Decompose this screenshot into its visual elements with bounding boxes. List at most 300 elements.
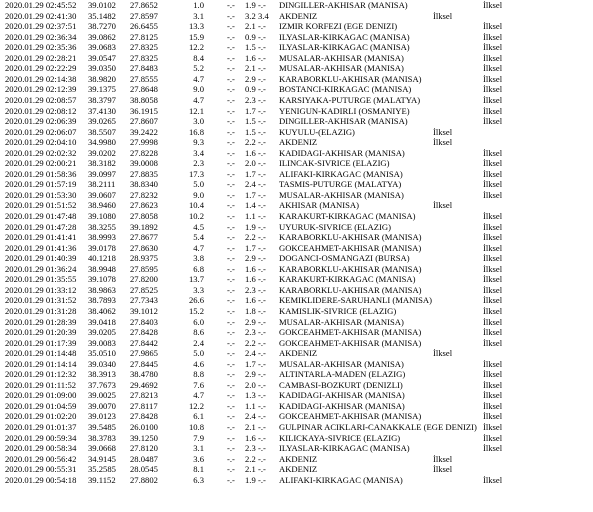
solution-quality: İlksel bbox=[483, 443, 503, 454]
longitude-value: 27.8802 bbox=[130, 474, 158, 485]
location-name: GOKCEAHMET-AKHISAR (MANISA) bbox=[279, 337, 422, 348]
solution-quality: İlksel bbox=[483, 31, 503, 42]
solution-quality: İlksel bbox=[483, 284, 503, 295]
event-datetime bbox=[5, 233, 76, 242]
latitude-value: 39.0123 bbox=[88, 411, 116, 422]
solution-quality: İlksel bbox=[483, 432, 503, 443]
longitude-value: 39.1892 bbox=[130, 221, 158, 232]
location-name: CAMBASI-BOZKURT (DENIZLI) bbox=[279, 379, 403, 390]
event-time: 02:28:21 bbox=[45, 52, 77, 63]
depth-value: 2.4 bbox=[193, 337, 204, 348]
mw-magnitude: 3.4 bbox=[258, 10, 269, 21]
mw-magnitude: -.- bbox=[258, 63, 266, 74]
mw-magnitude: -.- bbox=[258, 126, 266, 137]
event-time: 01:58:36 bbox=[45, 168, 77, 179]
event-time: 00:54:18 bbox=[45, 474, 77, 485]
depth-value: 12.2 bbox=[188, 400, 204, 411]
location-name: GOKCEAHMET-AKHISAR (MANISA) bbox=[279, 242, 422, 253]
solution-quality: İlksel bbox=[483, 52, 503, 63]
event-time: 00:55:31 bbox=[45, 464, 77, 475]
md-magnitude: -.- bbox=[227, 52, 235, 63]
event-datetime bbox=[5, 370, 76, 379]
ml-magnitude: 1.5 bbox=[245, 116, 256, 127]
mw-magnitude: -.- bbox=[258, 52, 266, 63]
longitude-value: 27.8445 bbox=[130, 358, 158, 369]
depth-value: 5.2 bbox=[193, 63, 204, 74]
depth-value: 15.9 bbox=[188, 31, 204, 42]
event-datetime bbox=[5, 296, 76, 305]
mw-magnitude: -.- bbox=[258, 94, 266, 105]
event-datetime bbox=[5, 328, 76, 337]
mw-magnitude: -.- bbox=[258, 369, 266, 380]
longitude-value: 27.8228 bbox=[130, 147, 158, 158]
location-name: DOGANCI-OSMANGAZI (BURSA) bbox=[279, 253, 410, 264]
latitude-value: 39.0083 bbox=[88, 337, 116, 348]
event-time: 01:53:30 bbox=[45, 189, 77, 200]
longitude-value: 27.8597 bbox=[130, 10, 158, 21]
latitude-value: 39.0025 bbox=[88, 390, 116, 401]
mw-magnitude: -.- bbox=[258, 253, 266, 264]
solution-quality: İlksel bbox=[483, 379, 503, 390]
md-magnitude: -.- bbox=[227, 158, 235, 169]
ml-magnitude: 1.6 bbox=[245, 147, 256, 158]
longitude-value: 39.1012 bbox=[130, 305, 158, 316]
depth-value: 4.6 bbox=[193, 358, 204, 369]
ml-magnitude: 2.1 bbox=[245, 63, 256, 74]
md-magnitude: -.- bbox=[227, 284, 235, 295]
location-name: YENIGUN-KADIRLI (OSMANIYE) bbox=[279, 105, 410, 116]
event-date: 2020.01.29 bbox=[5, 390, 44, 401]
depth-value: 12.2 bbox=[188, 42, 204, 53]
depth-value: 5.4 bbox=[193, 232, 204, 243]
solution-quality: İlksel bbox=[483, 411, 503, 422]
location-name: KADIDAGI-AKHISAR (MANISA) bbox=[279, 147, 405, 158]
event-time: 02:36:34 bbox=[45, 31, 77, 42]
event-time: 01:02:20 bbox=[45, 411, 77, 422]
depth-value: 10.2 bbox=[188, 211, 204, 221]
event-date: 2020.01.29 bbox=[5, 73, 44, 84]
latitude-value: 38.3255 bbox=[88, 221, 116, 232]
ml-magnitude: 2.0 bbox=[245, 158, 256, 169]
depth-value: 5.0 bbox=[193, 179, 204, 190]
event-datetime bbox=[5, 64, 76, 73]
event-datetime bbox=[5, 444, 76, 453]
depth-value: 8.6 bbox=[193, 327, 204, 338]
location-name: GULPINAR ACIKLARI-CANAKKALE (EGE DENIZI) bbox=[279, 422, 477, 432]
event-date: 2020.01.29 bbox=[5, 232, 44, 243]
ml-magnitude: 1.4 bbox=[245, 200, 256, 211]
md-magnitude: -.- bbox=[227, 137, 235, 148]
longitude-value: 26.6455 bbox=[130, 21, 158, 32]
latitude-value: 39.0202 bbox=[88, 147, 116, 158]
location-name: KILICKAYA-SIVRICE (ELAZIG) bbox=[279, 432, 401, 443]
longitude-value: 28.0545 bbox=[130, 464, 158, 475]
ml-magnitude: 1.6 bbox=[245, 263, 256, 274]
event-date: 2020.01.29 bbox=[5, 274, 44, 285]
solution-quality: İlksel bbox=[483, 211, 503, 221]
md-magnitude: -.- bbox=[227, 94, 235, 105]
solution-quality: İlksel bbox=[483, 305, 503, 316]
location-name: IZMIR KORFEZI (EGE DENIZI) bbox=[279, 21, 398, 32]
solution-quality: İlksel bbox=[433, 126, 453, 137]
mw-magnitude: -.- bbox=[258, 73, 266, 84]
event-time: 01:51:52 bbox=[45, 200, 77, 211]
solution-quality: İlksel bbox=[433, 10, 453, 21]
latitude-value: 35.1482 bbox=[88, 10, 116, 21]
location-name: TASMIS-PUTURGE (MALATYA) bbox=[279, 179, 402, 190]
latitude-value: 40.1218 bbox=[88, 253, 116, 264]
location-name: DINGILLER-AKHISAR (MANISA) bbox=[279, 0, 408, 10]
depth-value: 3.3 bbox=[193, 284, 204, 295]
ml-magnitude: 2.3 bbox=[245, 284, 256, 295]
depth-value: 9.0 bbox=[193, 84, 204, 95]
mw-magnitude: -.- bbox=[258, 284, 266, 295]
longitude-value: 27.8630 bbox=[130, 242, 158, 253]
location-name: AKDENIZ bbox=[279, 348, 318, 359]
location-name: KARSIYAKA-PUTURGE (MALATYA) bbox=[279, 94, 421, 105]
event-time: 01:11:52 bbox=[45, 379, 77, 390]
location-name: ALIFAKI-KIRKAGAC (MANISA) bbox=[279, 474, 403, 485]
event-date: 2020.01.29 bbox=[5, 358, 44, 369]
solution-quality: İlksel bbox=[483, 422, 503, 432]
md-magnitude: -.- bbox=[227, 10, 235, 21]
location-name: MUSALAR-AKHISAR (MANISA) bbox=[279, 358, 404, 369]
latitude-value: 38.5507 bbox=[88, 126, 116, 137]
longitude-value: 39.2422 bbox=[130, 126, 158, 137]
latitude-value: 39.1080 bbox=[88, 211, 116, 221]
mw-magnitude: -.- bbox=[258, 337, 266, 348]
location-name: MUSALAR-AKHISAR (MANISA) bbox=[279, 63, 404, 74]
depth-value: 26.6 bbox=[188, 295, 204, 306]
event-time: 01:47:28 bbox=[45, 221, 77, 232]
mw-magnitude: -.- bbox=[258, 348, 266, 359]
solution-quality: İlksel bbox=[483, 369, 503, 380]
longitude-value: 39.1250 bbox=[130, 432, 158, 443]
latitude-value: 39.0607 bbox=[88, 189, 116, 200]
ml-magnitude: 2.2 bbox=[245, 137, 256, 148]
ml-magnitude: 2.9 bbox=[245, 316, 256, 327]
ml-magnitude: 2.3 bbox=[245, 443, 256, 454]
event-datetime bbox=[5, 33, 76, 42]
ml-magnitude: 1.6 bbox=[245, 432, 256, 443]
event-date: 2020.01.29 bbox=[5, 432, 44, 443]
latitude-value: 38.2111 bbox=[88, 179, 116, 190]
event-datetime bbox=[5, 117, 76, 126]
event-datetime bbox=[5, 402, 76, 411]
location-name: ILYASLAR-KIRKAGAC (MANISA) bbox=[279, 443, 410, 454]
event-time: 01:28:39 bbox=[45, 316, 77, 327]
depth-value: 13.7 bbox=[188, 274, 204, 285]
event-date: 2020.01.29 bbox=[5, 422, 44, 432]
event-datetime bbox=[5, 455, 76, 464]
depth-value: 6.0 bbox=[193, 316, 204, 327]
latitude-value: 39.0070 bbox=[88, 400, 116, 411]
event-date: 2020.01.29 bbox=[5, 31, 44, 42]
ml-magnitude: 2.0 bbox=[245, 379, 256, 390]
solution-quality: İlksel bbox=[483, 337, 503, 348]
longitude-value: 27.8607 bbox=[130, 116, 158, 127]
mw-magnitude: -.- bbox=[258, 390, 266, 401]
event-date: 2020.01.29 bbox=[5, 147, 44, 158]
event-date: 2020.01.29 bbox=[5, 10, 44, 21]
event-date: 2020.01.29 bbox=[5, 305, 44, 316]
solution-quality: İlksel bbox=[483, 0, 503, 10]
location-name: KEMIKLIDERE-SARUHANLI (MANISA) bbox=[279, 295, 433, 306]
event-datetime bbox=[5, 96, 76, 105]
event-datetime bbox=[5, 1, 76, 10]
event-datetime bbox=[5, 138, 76, 147]
event-datetime bbox=[5, 360, 76, 369]
longitude-value: 27.8555 bbox=[130, 73, 158, 84]
latitude-value: 34.9980 bbox=[88, 137, 116, 148]
mw-magnitude: -.- bbox=[258, 211, 266, 221]
latitude-value: 38.7893 bbox=[88, 295, 116, 306]
event-date: 2020.01.29 bbox=[5, 126, 44, 137]
event-time: 01:33:12 bbox=[45, 284, 77, 295]
md-magnitude: -.- bbox=[227, 432, 235, 443]
mw-magnitude: -.- bbox=[258, 316, 266, 327]
event-date: 2020.01.29 bbox=[5, 400, 44, 411]
event-datetime bbox=[5, 318, 76, 327]
depth-value: 9.3 bbox=[193, 137, 204, 148]
event-date: 2020.01.29 bbox=[5, 158, 44, 169]
event-date: 2020.01.29 bbox=[5, 116, 44, 127]
ml-magnitude: 1.9 bbox=[245, 474, 256, 485]
event-date: 2020.01.29 bbox=[5, 0, 44, 10]
event-time: 01:40:39 bbox=[45, 253, 77, 264]
event-date: 2020.01.29 bbox=[5, 284, 44, 295]
latitude-value: 38.3797 bbox=[88, 94, 116, 105]
depth-value: 3.0 bbox=[193, 116, 204, 127]
longitude-value: 27.8058 bbox=[130, 211, 158, 221]
longitude-value: 26.0100 bbox=[130, 422, 158, 432]
depth-value: 3.8 bbox=[193, 253, 204, 264]
event-time: 02:08:12 bbox=[45, 105, 77, 116]
event-datetime bbox=[5, 85, 76, 94]
mw-magnitude: -.- bbox=[258, 400, 266, 411]
depth-value: 2.3 bbox=[193, 158, 204, 169]
solution-quality: İlksel bbox=[483, 232, 503, 243]
solution-quality: İlksel bbox=[483, 147, 503, 158]
latitude-value: 38.3182 bbox=[88, 158, 116, 169]
md-magnitude: -.- bbox=[227, 253, 235, 264]
event-datetime bbox=[5, 465, 76, 474]
mw-magnitude: -.- bbox=[258, 105, 266, 116]
ml-magnitude: 2.4 bbox=[245, 411, 256, 422]
ml-magnitude: 2.2 bbox=[245, 232, 256, 243]
solution-quality: İlksel bbox=[433, 348, 453, 359]
depth-value: 8.1 bbox=[193, 464, 204, 475]
event-datetime bbox=[5, 75, 76, 84]
mw-magnitude: -.- bbox=[258, 158, 266, 169]
event-datetime bbox=[5, 254, 76, 263]
latitude-value: 39.0350 bbox=[88, 63, 116, 74]
longitude-value: 27.8213 bbox=[130, 390, 158, 401]
event-datetime bbox=[5, 149, 76, 158]
event-time: 01:31:52 bbox=[45, 295, 77, 306]
event-datetime bbox=[5, 275, 76, 284]
solution-quality: İlksel bbox=[483, 327, 503, 338]
mw-magnitude: -.- bbox=[258, 116, 266, 127]
ml-magnitude: 1.5 bbox=[245, 42, 256, 53]
latitude-value: 38.9993 bbox=[88, 232, 116, 243]
location-name: ILYASLAR-KIRKAGAC (MANISA) bbox=[279, 42, 410, 53]
latitude-value: 38.9820 bbox=[88, 73, 116, 84]
event-datetime bbox=[5, 244, 76, 253]
depth-value: 3.1 bbox=[193, 10, 204, 21]
event-time: 01:47:48 bbox=[45, 211, 77, 221]
event-date: 2020.01.29 bbox=[5, 474, 44, 485]
mw-magnitude: -.- bbox=[258, 232, 266, 243]
depth-value: 12.1 bbox=[188, 105, 204, 116]
latitude-value: 35.0510 bbox=[88, 348, 116, 359]
location-name: KARAKURT-KIRKAGAC (MANISA) bbox=[279, 274, 416, 285]
mw-magnitude: -.- bbox=[258, 274, 266, 285]
longitude-value: 29.4692 bbox=[130, 379, 158, 390]
longitude-value: 27.8525 bbox=[130, 284, 158, 295]
location-name: AKDENIZ bbox=[279, 464, 318, 475]
event-datetime bbox=[5, 391, 76, 400]
event-date: 2020.01.29 bbox=[5, 263, 44, 274]
event-time: 01:35:55 bbox=[45, 274, 77, 285]
event-datetime bbox=[5, 128, 76, 137]
longitude-value: 27.8125 bbox=[130, 31, 158, 42]
event-datetime bbox=[5, 22, 76, 31]
depth-value: 9.0 bbox=[193, 189, 204, 200]
latitude-value: 39.0547 bbox=[88, 52, 116, 63]
event-datetime bbox=[5, 476, 76, 485]
event-time: 01:41:41 bbox=[45, 232, 77, 243]
event-date: 2020.01.29 bbox=[5, 316, 44, 327]
ml-magnitude: 1.7 bbox=[245, 105, 256, 116]
location-name: UYURUK-SIVRICE (ELAZIG) bbox=[279, 221, 391, 232]
latitude-value: 37.7673 bbox=[88, 379, 116, 390]
longitude-value: 27.8835 bbox=[130, 168, 158, 179]
event-date: 2020.01.29 bbox=[5, 21, 44, 32]
depth-value: 10.8 bbox=[188, 422, 204, 432]
md-magnitude: -.- bbox=[227, 31, 235, 42]
longitude-value: 27.8595 bbox=[130, 263, 158, 274]
mw-magnitude: -.- bbox=[258, 84, 266, 95]
latitude-value: 38.7270 bbox=[88, 21, 116, 32]
md-magnitude: -.- bbox=[227, 422, 235, 432]
ml-magnitude: 1.7 bbox=[245, 168, 256, 179]
ml-magnitude: 2.4 bbox=[245, 179, 256, 190]
mw-magnitude: -.- bbox=[258, 295, 266, 306]
event-date: 2020.01.29 bbox=[5, 242, 44, 253]
location-name: ILYASLAR-KIRKAGAC (MANISA) bbox=[279, 31, 410, 42]
solution-quality: İlksel bbox=[483, 316, 503, 327]
event-date: 2020.01.29 bbox=[5, 348, 44, 359]
depth-value: 3.1 bbox=[193, 443, 204, 454]
md-magnitude: -.- bbox=[227, 379, 235, 390]
md-magnitude: -.- bbox=[227, 453, 235, 464]
md-magnitude: -.- bbox=[227, 73, 235, 84]
latitude-value: 39.0418 bbox=[88, 316, 116, 327]
event-time: 00:59:34 bbox=[45, 432, 77, 443]
mw-magnitude: -.- bbox=[258, 432, 266, 443]
longitude-value: 27.8652 bbox=[130, 0, 158, 10]
event-date: 2020.01.29 bbox=[5, 211, 44, 221]
solution-quality: İlksel bbox=[483, 253, 503, 264]
ml-magnitude: 2.1 bbox=[245, 422, 256, 432]
solution-quality: İlksel bbox=[483, 179, 503, 190]
solution-quality: İlksel bbox=[483, 73, 503, 84]
event-date: 2020.01.29 bbox=[5, 295, 44, 306]
event-time: 01:01:37 bbox=[45, 422, 77, 432]
event-date: 2020.01.29 bbox=[5, 464, 44, 475]
location-name: BOSTANCI-KIRKAGAC (MANISA) bbox=[279, 84, 412, 95]
md-magnitude: -.- bbox=[227, 295, 235, 306]
event-time: 01:14:48 bbox=[45, 348, 77, 359]
longitude-value: 38.8340 bbox=[130, 179, 158, 190]
longitude-value: 27.8677 bbox=[130, 232, 158, 243]
md-magnitude: -.- bbox=[227, 211, 235, 221]
solution-quality: İlksel bbox=[483, 358, 503, 369]
solution-quality: İlksel bbox=[433, 200, 453, 211]
location-name: GOKCEAHMET-AKHISAR (MANISA) bbox=[279, 411, 422, 422]
longitude-value: 27.8442 bbox=[130, 337, 158, 348]
ml-magnitude: 2.1 bbox=[245, 21, 256, 32]
event-datetime bbox=[5, 434, 76, 443]
ml-magnitude: 1.7 bbox=[245, 189, 256, 200]
latitude-value: 38.9863 bbox=[88, 284, 116, 295]
event-time: 01:04:59 bbox=[45, 400, 77, 411]
solution-quality: İlksel bbox=[433, 464, 453, 475]
latitude-value: 34.9145 bbox=[88, 453, 116, 464]
depth-value: 7.9 bbox=[193, 432, 204, 443]
longitude-value: 27.7343 bbox=[130, 295, 158, 306]
ml-magnitude: 0.9 bbox=[245, 84, 256, 95]
event-time: 01:31:28 bbox=[45, 305, 77, 316]
event-datetime bbox=[5, 349, 76, 358]
ml-magnitude: 1.1 bbox=[245, 211, 256, 221]
ml-magnitude: 1.8 bbox=[245, 305, 256, 316]
longitude-value: 38.4780 bbox=[130, 369, 158, 380]
solution-quality: İlksel bbox=[483, 400, 503, 411]
md-magnitude: -.- bbox=[227, 443, 235, 454]
latitude-value: 39.0683 bbox=[88, 42, 116, 53]
location-name: KADIDAGI-AKHISAR (MANISA) bbox=[279, 400, 405, 411]
depth-value: 8.8 bbox=[193, 369, 204, 380]
event-time: 02:12:39 bbox=[45, 84, 77, 95]
longitude-value: 27.9998 bbox=[130, 137, 158, 148]
md-magnitude: -.- bbox=[227, 348, 235, 359]
event-datetime bbox=[5, 265, 76, 274]
event-time: 01:57:19 bbox=[45, 179, 77, 190]
location-name: KARABORKLU-AKHISAR (MANISA) bbox=[279, 263, 422, 274]
md-magnitude: -.- bbox=[227, 189, 235, 200]
solution-quality: İlksel bbox=[483, 474, 503, 485]
ml-magnitude: 2.2 bbox=[245, 337, 256, 348]
ml-magnitude: 1.1 bbox=[245, 400, 256, 411]
location-name: MUSALAR-AKHISAR (MANISA) bbox=[279, 52, 404, 63]
md-magnitude: -.- bbox=[227, 400, 235, 411]
event-date: 2020.01.29 bbox=[5, 137, 44, 148]
location-name: KUYULU-(ELAZIG) bbox=[279, 126, 355, 137]
event-time: 01:12:32 bbox=[45, 369, 77, 380]
depth-value: 4.7 bbox=[193, 94, 204, 105]
event-date: 2020.01.29 bbox=[5, 168, 44, 179]
latitude-value: 39.0668 bbox=[88, 443, 116, 454]
event-time: 01:09:00 bbox=[45, 390, 77, 401]
solution-quality: İlksel bbox=[483, 84, 503, 95]
location-name: AKHISAR (MANISA) bbox=[279, 200, 359, 211]
event-date: 2020.01.29 bbox=[5, 189, 44, 200]
md-magnitude: -.- bbox=[227, 242, 235, 253]
event-time: 01:41:36 bbox=[45, 242, 77, 253]
longitude-value: 38.8058 bbox=[130, 94, 158, 105]
